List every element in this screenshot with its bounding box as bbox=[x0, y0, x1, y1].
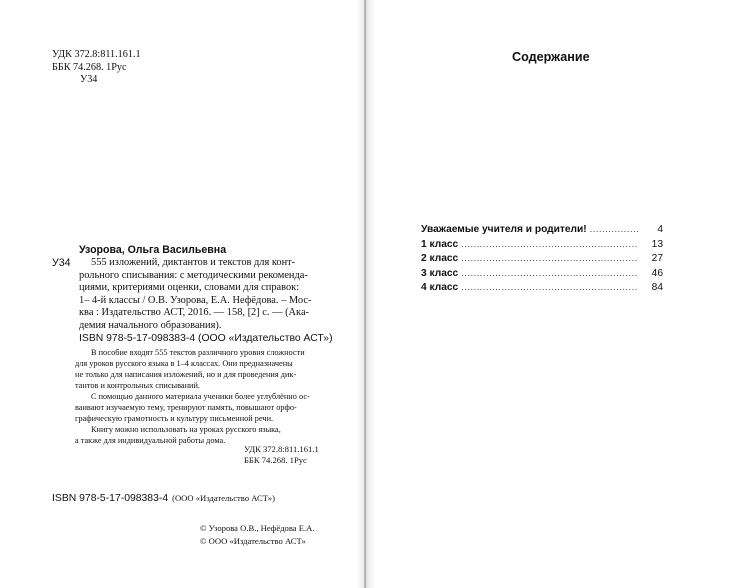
catalog-line: циями, критериями оценки, словами для справок: bbox=[79, 282, 300, 294]
copyright-publisher: © ООО «Издательство АСТ» bbox=[200, 535, 306, 546]
annotation-line: тантов и контрольных списываний. bbox=[75, 381, 200, 390]
isbn-footer-publisher: (ООО «Издательство АСТ») bbox=[172, 493, 275, 503]
udk-header bbox=[52, 49, 141, 87]
udk-code: УДК 372.8:811.161.1 bbox=[52, 49, 141, 60]
bbk-code: ББК 74.268. 1Рус bbox=[52, 61, 127, 73]
call-number: У34 bbox=[80, 74, 98, 85]
annotation-line: для уроков русского языка в 1–4 классах. Они предназначены bbox=[75, 359, 293, 368]
isbn-footer bbox=[52, 488, 275, 506]
toc-leader bbox=[590, 224, 638, 234]
annotation-line: ваивают изучаемую тему, тренируют память, повышают орфо- bbox=[75, 403, 297, 412]
toc-entry-label: 4 класс bbox=[421, 282, 459, 294]
toc-entry-page: 13 bbox=[651, 238, 663, 250]
annotation-line: Книгу можно использовать на уроках русского языка, bbox=[91, 425, 281, 434]
annotation-line: а также для индивидуальной работы дома. bbox=[75, 436, 226, 445]
catalog-line: ква : Издательство АСТ, 2016. — 158, [2] с. — (Ака- bbox=[79, 307, 310, 319]
toc-leader bbox=[461, 268, 638, 278]
toc-entry[interactable] bbox=[421, 239, 663, 254]
toc-entry-page: 27 bbox=[651, 253, 663, 265]
toc-entry-page: 46 bbox=[651, 267, 663, 279]
annotation-line: не только для написания изложений, но и для проведения дик- bbox=[75, 370, 297, 379]
toc-leader bbox=[461, 253, 638, 263]
book-gutter bbox=[357, 0, 375, 588]
annotation-line: графическую грамотность и культуру письменной речи. bbox=[75, 414, 274, 423]
annotation bbox=[75, 347, 337, 446]
annotation-line: С помощью данного материала ученики более углублённо ос- bbox=[91, 392, 310, 401]
toc-entry-label: 1 класс bbox=[421, 238, 459, 250]
author-heading: Узорова, Ольга Васильевна bbox=[79, 244, 227, 256]
bbk-code-footer: ББК 74.268. 1Рус bbox=[244, 455, 307, 466]
toc-entry-page: 84 bbox=[651, 282, 663, 294]
udk-footer bbox=[244, 444, 319, 467]
table-of-contents bbox=[421, 224, 663, 297]
toc-entry-page: 4 bbox=[657, 224, 663, 235]
copyright-authors: © Узорова О.В., Нефёдова Е.А. bbox=[200, 523, 315, 533]
copyright-block bbox=[200, 522, 315, 547]
toc-entry-label: 3 класс bbox=[421, 267, 459, 279]
toc-entry-label: Уважаемые учителя и родители! bbox=[421, 224, 587, 235]
call-number-side: У34 bbox=[52, 257, 71, 269]
toc-leader bbox=[461, 239, 638, 249]
isbn-main: ISBN 978-5-17-098383-4 (ООО «Издательство АСТ») bbox=[79, 333, 333, 344]
isbn-footer-number: ISBN 978-5-17-098383-4 bbox=[52, 493, 169, 504]
catalog-line: рольного списывания: с методическими рекоменда- bbox=[79, 269, 308, 281]
toc-leader bbox=[461, 282, 638, 292]
contents-title: Содержание bbox=[512, 50, 590, 64]
toc-entry[interactable] bbox=[421, 253, 663, 268]
catalog-line: демия начального образования). bbox=[79, 319, 222, 331]
catalog-line: 555 изложений, диктантов и текстов для конт- bbox=[91, 257, 296, 268]
annotation-line: В пособие входят 555 текстов различного уровня сложности bbox=[91, 348, 305, 357]
toc-entry-label: 2 класс bbox=[421, 253, 459, 265]
left-page bbox=[0, 0, 364, 588]
toc-entry[interactable] bbox=[421, 282, 663, 297]
udk-code-footer: УДК 372.8:811.161.1 bbox=[244, 444, 319, 454]
catalog-line: 1– 4-й классы / О.В. Узорова, Е.А. Нефёдова. – Мос- bbox=[79, 294, 312, 306]
toc-entry[interactable] bbox=[421, 224, 663, 239]
catalog-entry bbox=[79, 257, 337, 333]
toc-entry[interactable] bbox=[421, 268, 663, 283]
